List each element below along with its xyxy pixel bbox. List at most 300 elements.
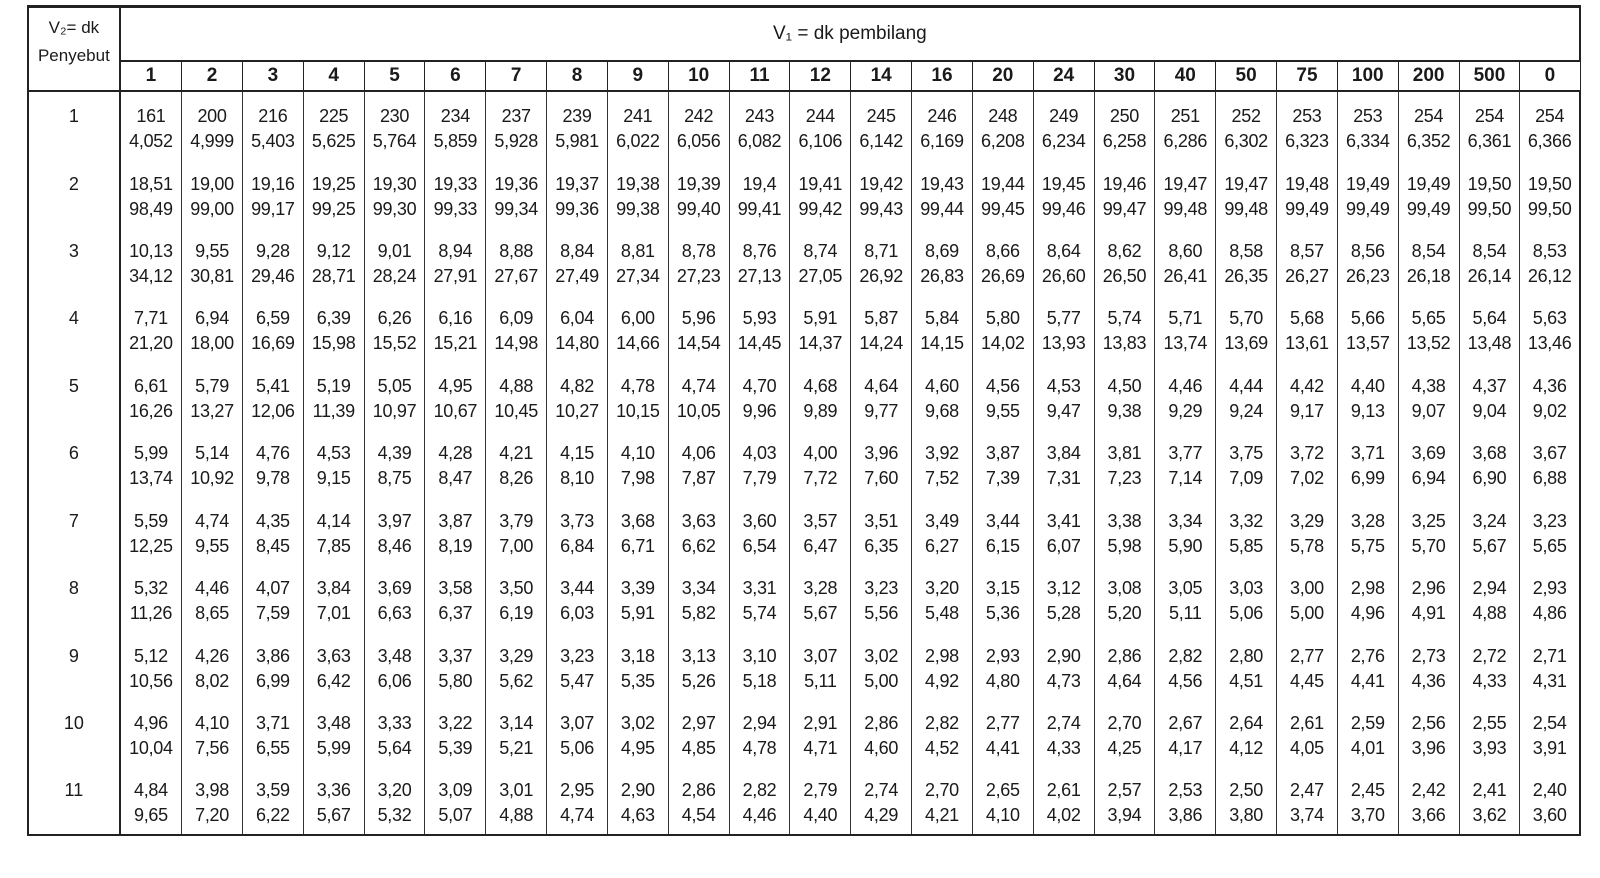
f-value-1pct: 99,50 [1527, 198, 1572, 219]
f-value-5pct: 2,94 [1472, 578, 1507, 599]
f-value-5pct: 6,09 [499, 308, 534, 329]
f-value-5pct: 2,70 [925, 780, 959, 801]
table-row [28, 160, 1580, 227]
f-value-1pct: 5,70 [1411, 535, 1446, 556]
f-value-5pct: 19,33 [433, 173, 478, 194]
f-value-5pct: 2,56 [1411, 713, 1446, 734]
f-value-5pct: 3,84 [316, 578, 351, 599]
f-value-5pct: 2,41 [1472, 780, 1507, 801]
f-value-5pct: 248 [988, 106, 1018, 126]
f-value-1pct: 28,71 [311, 265, 356, 286]
table-cell [425, 227, 486, 294]
table-cell [668, 91, 729, 160]
f-value-1pct: 6,54 [742, 535, 777, 556]
f-value-1pct: 4,05 [1290, 738, 1324, 759]
f-value-1pct: 26,50 [1102, 265, 1147, 286]
f-value-1pct: 26,92 [859, 265, 903, 286]
f-value-1pct: 6,169 [920, 131, 964, 151]
table-cell [972, 294, 1033, 361]
table-cell [1155, 227, 1216, 294]
f-value-5pct: 3,23 [560, 645, 594, 666]
f-value-1pct: 4,17 [1168, 738, 1203, 759]
f-value-5pct: 225 [319, 106, 349, 126]
f-value-5pct: 5,19 [316, 375, 351, 396]
row-header-v2: 10 [28, 699, 120, 766]
f-value-1pct: 4,29 [864, 805, 899, 826]
table-cell [182, 497, 243, 564]
f-value-1pct: 26,35 [1224, 265, 1268, 286]
f-value-1pct: 10,27 [555, 400, 599, 421]
table-cell [303, 497, 364, 564]
table-cell [364, 227, 425, 294]
f-value-5pct: 246 [927, 106, 957, 126]
f-value-5pct: 254 [1535, 106, 1565, 126]
f-value-5pct: 19,42 [859, 173, 903, 194]
f-value-5pct: 4,78 [620, 375, 655, 396]
table-cell [182, 699, 243, 766]
f-value-1pct: 6,286 [1163, 131, 1208, 151]
column-header-v1: 40 [1155, 61, 1216, 91]
f-value-5pct: 19,45 [1041, 173, 1086, 194]
f-value-5pct: 3,72 [1290, 443, 1324, 464]
f-value-1pct: 99,44 [920, 198, 964, 219]
f-value-1pct: 98,49 [129, 198, 173, 219]
v2-sublabel: Penyebut [37, 46, 110, 65]
f-value-5pct: 3,33 [377, 713, 412, 734]
f-value-1pct: 6,19 [499, 603, 534, 624]
table-cell [120, 362, 182, 429]
f-value-5pct: 3,67 [1532, 443, 1567, 464]
f-value-5pct: 250 [1109, 106, 1140, 126]
f-value-5pct: 19,38 [616, 173, 660, 194]
f-value-1pct: 14,66 [616, 333, 660, 354]
table-cell [668, 564, 729, 631]
f-value-5pct: 4,50 [1107, 375, 1142, 396]
table-cell [668, 497, 729, 564]
column-header-v1: 500 [1459, 61, 1520, 91]
f-value-1pct: 6,06 [377, 670, 412, 691]
f-value-1pct: 99,48 [1163, 198, 1208, 219]
f-value-1pct: 6,142 [859, 131, 903, 151]
f-value-5pct: 5,66 [1350, 308, 1385, 329]
table-cell [851, 632, 912, 699]
f-value-5pct: 2,91 [803, 713, 838, 734]
table-cell [364, 91, 425, 160]
f-value-1pct: 5,35 [620, 670, 655, 691]
column-header-v1: 24 [1033, 61, 1094, 91]
f-value-5pct: 242 [684, 106, 714, 126]
f-value-1pct: 4,85 [681, 738, 716, 759]
f-value-1pct: 5,56 [864, 603, 899, 624]
f-value-5pct: 3,75 [1229, 443, 1264, 464]
table-cell [790, 160, 851, 227]
f-value-5pct: 243 [744, 106, 775, 126]
table-cell [607, 766, 668, 835]
table-cell [1033, 497, 1094, 564]
table-cell [972, 429, 1033, 496]
f-value-5pct: 5,59 [134, 510, 168, 531]
f-value-1pct: 9,68 [925, 400, 959, 421]
f-value-1pct: 6,35 [864, 535, 899, 556]
f-value-1pct: 16,26 [129, 400, 173, 421]
table-cell [1398, 564, 1459, 631]
table-cell [790, 497, 851, 564]
table-cell [303, 429, 364, 496]
f-value-1pct: 3,70 [1350, 805, 1385, 826]
column-header-v1: 3 [242, 61, 303, 91]
table-cell [547, 632, 608, 699]
f-value-5pct: 4,35 [255, 510, 290, 531]
f-value-1pct: 26,14 [1467, 265, 1512, 286]
f-value-5pct: 3,41 [1046, 510, 1081, 531]
f-value-5pct: 3,09 [438, 780, 473, 801]
f-value-1pct: 7,02 [1290, 468, 1324, 489]
column-header-v1: 2 [182, 61, 243, 91]
table-cell [912, 91, 973, 160]
f-value-1pct: 3,80 [1229, 805, 1264, 826]
f-value-1pct: 18,00 [190, 333, 234, 354]
f-value-5pct: 237 [501, 106, 531, 126]
f-value-5pct: 2,86 [864, 713, 899, 734]
f-value-5pct: 19,44 [981, 173, 1025, 194]
f-value-1pct: 26,27 [1285, 265, 1329, 286]
f-value-5pct: 2,71 [1532, 645, 1567, 666]
table-cell [912, 632, 973, 699]
f-value-5pct: 3,36 [316, 780, 351, 801]
f-value-1pct: 16,69 [251, 333, 295, 354]
f-value-5pct: 4,14 [316, 510, 351, 531]
column-header-v1: 9 [607, 61, 668, 91]
f-value-1pct: 4,91 [1411, 603, 1446, 624]
table-cell [607, 564, 668, 631]
f-value-1pct: 5,85 [1229, 535, 1264, 556]
column-header-v1: 16 [912, 61, 973, 91]
table-cell [1033, 699, 1094, 766]
column-header-v1: 20 [972, 61, 1033, 91]
f-value-5pct: 5,32 [134, 578, 168, 599]
table-cell [1033, 91, 1094, 160]
f-value-5pct: 3,48 [377, 645, 412, 666]
f-value-1pct: 4,31 [1532, 670, 1567, 691]
table-cell [303, 699, 364, 766]
f-value-5pct: 3,00 [1290, 578, 1324, 599]
column-header-v1: 200 [1398, 61, 1459, 91]
f-value-5pct: 9,55 [195, 240, 229, 261]
f-value-5pct: 5,79 [195, 375, 229, 396]
f-value-5pct: 8,81 [620, 240, 655, 261]
f-value-5pct: 3,29 [499, 645, 534, 666]
f-value-5pct: 3,63 [681, 510, 716, 531]
f-value-5pct: 5,84 [925, 308, 959, 329]
f-value-1pct: 10,05 [676, 400, 721, 421]
table-cell [120, 160, 182, 227]
table-cell [1155, 91, 1216, 160]
f-value-5pct: 8,53 [1532, 240, 1567, 261]
f-value-1pct: 6,99 [255, 670, 290, 691]
table-cell [182, 160, 243, 227]
f-value-1pct: 13,27 [190, 400, 234, 421]
f-value-1pct: 6,03 [560, 603, 594, 624]
table-cell [1277, 227, 1338, 294]
f-value-5pct: 19,16 [251, 173, 295, 194]
f-value-1pct: 5,65 [1532, 535, 1567, 556]
table-cell [912, 766, 973, 835]
f-value-5pct: 4,56 [985, 375, 1020, 396]
f-value-1pct: 4,41 [1350, 670, 1385, 691]
table-cell [182, 91, 243, 160]
f-value-1pct: 5,928 [494, 131, 538, 151]
f-value-1pct: 15,21 [433, 333, 478, 354]
row-header-v2: 7 [28, 497, 120, 564]
f-value-1pct: 13,46 [1527, 333, 1572, 354]
f-value-1pct: 27,05 [798, 265, 843, 286]
f-value-5pct: 4,64 [864, 375, 899, 396]
f-value-5pct: 2,45 [1350, 780, 1385, 801]
f-value-1pct: 99,49 [1406, 198, 1451, 219]
f-value-5pct: 4,74 [681, 375, 716, 396]
row-header-v2: 1 [28, 91, 120, 160]
f-value-1pct: 4,33 [1472, 670, 1507, 691]
table-cell [1337, 699, 1398, 766]
f-value-5pct: 5,91 [803, 308, 838, 329]
table-cell [1155, 294, 1216, 361]
table-cell [851, 362, 912, 429]
f-value-1pct: 5,98 [1107, 535, 1142, 556]
table-cell [425, 362, 486, 429]
table-cell [1277, 362, 1338, 429]
table-cell [790, 294, 851, 361]
f-value-5pct: 3,44 [985, 510, 1020, 531]
f-value-5pct: 4,26 [195, 645, 229, 666]
f-value-5pct: 2,77 [1290, 645, 1324, 666]
table-cell [425, 160, 486, 227]
f-value-5pct: 2,98 [1350, 578, 1385, 599]
f-value-5pct: 9,01 [377, 240, 412, 261]
table-cell [912, 429, 973, 496]
f-value-5pct: 6,16 [438, 308, 473, 329]
table-cell [182, 564, 243, 631]
table-cell [1155, 564, 1216, 631]
f-value-1pct: 6,022 [616, 131, 660, 151]
f-value-1pct: 7,14 [1168, 468, 1203, 489]
table-cell [912, 160, 973, 227]
f-value-1pct: 5,67 [803, 603, 838, 624]
table-cell [425, 766, 486, 835]
table-cell [1459, 564, 1520, 631]
f-value-1pct: 3,66 [1411, 805, 1446, 826]
f-value-5pct: 3,01 [499, 780, 534, 801]
table-cell [1033, 766, 1094, 835]
table-cell [851, 294, 912, 361]
f-value-5pct: 9,12 [316, 240, 351, 261]
f-value-5pct: 6,39 [316, 308, 351, 329]
table-cell [912, 699, 973, 766]
table-cell [1277, 294, 1338, 361]
f-value-1pct: 6,63 [377, 603, 412, 624]
f-value-5pct: 3,24 [1472, 510, 1507, 531]
row-header-v2: 5 [28, 362, 120, 429]
f-value-1pct: 7,09 [1229, 468, 1264, 489]
table-cell [1155, 699, 1216, 766]
f-value-1pct: 6,84 [560, 535, 594, 556]
table-cell [242, 766, 303, 835]
table-cell [1337, 227, 1398, 294]
f-value-5pct: 3,07 [560, 713, 594, 734]
f-value-1pct: 9,07 [1411, 400, 1446, 421]
f-value-5pct: 5,80 [985, 308, 1020, 329]
table-cell [364, 429, 425, 496]
table-cell [303, 766, 364, 835]
column-header-v1: 7 [486, 61, 547, 91]
f-value-1pct: 7,72 [803, 468, 838, 489]
f-value-1pct: 5,981 [555, 131, 599, 151]
f-value-5pct: 4,84 [134, 780, 168, 801]
table-cell [1337, 91, 1398, 160]
f-value-1pct: 6,082 [737, 131, 782, 151]
f-value-5pct: 3,22 [438, 713, 473, 734]
f-value-5pct: 2,74 [864, 780, 899, 801]
f-value-1pct: 99,33 [433, 198, 478, 219]
f-value-5pct: 3,28 [1350, 510, 1385, 531]
f-value-1pct: 7,79 [742, 468, 777, 489]
f-value-1pct: 27,67 [494, 265, 538, 286]
f-value-1pct: 4,56 [1168, 670, 1203, 691]
f-value-1pct: 5,28 [1046, 603, 1081, 624]
f-value-5pct: 3,71 [1350, 443, 1385, 464]
f-value-1pct: 5,67 [1472, 535, 1507, 556]
table-cell [1033, 362, 1094, 429]
column-header-v1: 10 [668, 61, 729, 91]
f-value-5pct: 4,36 [1532, 375, 1567, 396]
f-value-1pct: 26,69 [981, 265, 1025, 286]
f-value-1pct: 14,02 [981, 333, 1025, 354]
table-cell [1277, 564, 1338, 631]
table-cell [486, 766, 547, 835]
f-value-5pct: 5,87 [864, 308, 899, 329]
f-value-5pct: 2,77 [985, 713, 1020, 734]
table-cell [1459, 362, 1520, 429]
f-value-1pct: 6,94 [1411, 468, 1446, 489]
table-cell [607, 497, 668, 564]
f-value-5pct: 3,60 [742, 510, 777, 531]
table-cell [729, 429, 790, 496]
table-cell [1094, 160, 1155, 227]
f-value-5pct: 3,97 [377, 510, 412, 531]
table-cell [364, 160, 425, 227]
f-value-5pct: 8,62 [1107, 240, 1142, 261]
table-cell [1520, 91, 1580, 160]
f-value-1pct: 15,98 [311, 333, 356, 354]
f-value-1pct: 4,92 [925, 670, 959, 691]
table-cell [303, 362, 364, 429]
f-value-1pct: 6,27 [925, 535, 959, 556]
f-value-5pct: 2,97 [681, 713, 716, 734]
table-cell [851, 766, 912, 835]
table-cell [1337, 429, 1398, 496]
f-value-1pct: 26,18 [1406, 265, 1451, 286]
f-value-5pct: 4,00 [803, 443, 838, 464]
f-value-5pct: 2,73 [1411, 645, 1446, 666]
f-value-1pct: 9,78 [255, 468, 290, 489]
table-cell [851, 564, 912, 631]
table-cell [1398, 497, 1459, 564]
column-header-v1: 5 [364, 61, 425, 91]
table-cell [972, 632, 1033, 699]
f-value-5pct: 2,67 [1168, 713, 1203, 734]
f-value-5pct: 2,86 [681, 780, 716, 801]
f-value-1pct: 3,86 [1168, 805, 1203, 826]
f-value-1pct: 6,71 [620, 535, 655, 556]
f-value-1pct: 4,96 [1350, 603, 1385, 624]
f-value-5pct: 4,46 [1168, 375, 1203, 396]
f-value-5pct: 5,68 [1290, 308, 1324, 329]
f-value-1pct: 4,64 [1107, 670, 1142, 691]
f-value-1pct: 13,74 [129, 468, 173, 489]
column-header-v1: 1 [120, 61, 182, 91]
f-value-1pct: 9,04 [1472, 400, 1507, 421]
f-value-5pct: 161 [136, 106, 166, 126]
table-cell [668, 160, 729, 227]
table-row [28, 497, 1580, 564]
f-value-1pct: 5,18 [742, 670, 777, 691]
table-cell [425, 429, 486, 496]
table-cell [120, 227, 182, 294]
f-value-1pct: 9,17 [1290, 400, 1324, 421]
table-row [28, 632, 1580, 699]
f-value-1pct: 4,71 [803, 738, 838, 759]
f-value-1pct: 3,94 [1107, 805, 1142, 826]
f-value-5pct: 3,87 [985, 443, 1020, 464]
f-value-1pct: 10,04 [129, 738, 173, 759]
table-cell [1094, 91, 1155, 160]
f-value-1pct: 6,366 [1527, 131, 1572, 151]
f-value-5pct: 6,26 [377, 308, 412, 329]
f-value-5pct: 2,57 [1107, 780, 1142, 801]
f-value-5pct: 8,60 [1168, 240, 1203, 261]
f-value-5pct: 4,15 [560, 443, 594, 464]
f-value-5pct: 3,50 [499, 578, 534, 599]
f-value-1pct: 9,55 [195, 535, 229, 556]
f-value-1pct: 5,32 [377, 805, 412, 826]
table-cell [1520, 227, 1580, 294]
f-value-5pct: 2,80 [1229, 645, 1264, 666]
f-value-5pct: 3,38 [1107, 510, 1142, 531]
f-value-5pct: 19,25 [311, 173, 356, 194]
f-value-1pct: 5,39 [438, 738, 473, 759]
f-value-5pct: 3,20 [377, 780, 412, 801]
f-value-5pct: 8,58 [1229, 240, 1264, 261]
f-value-5pct: 4,88 [499, 375, 534, 396]
table-cell [486, 699, 547, 766]
v2-header [28, 7, 120, 92]
f-value-5pct: 3,63 [316, 645, 351, 666]
table-cell [1398, 766, 1459, 835]
f-value-5pct: 3,79 [499, 510, 534, 531]
table-cell [547, 564, 608, 631]
table-cell [1459, 632, 1520, 699]
f-value-1pct: 99,30 [372, 198, 417, 219]
f-value-5pct: 19,4 [742, 173, 777, 194]
table-cell [1094, 429, 1155, 496]
f-value-1pct: 4,02 [1046, 805, 1081, 826]
table-cell [547, 766, 608, 835]
table-cell [182, 362, 243, 429]
table-cell [1155, 362, 1216, 429]
v2-label: V₂= dk [48, 18, 100, 37]
f-value-1pct: 5,47 [560, 670, 594, 691]
table-cell [547, 227, 608, 294]
f-value-1pct: 11,39 [312, 400, 355, 421]
